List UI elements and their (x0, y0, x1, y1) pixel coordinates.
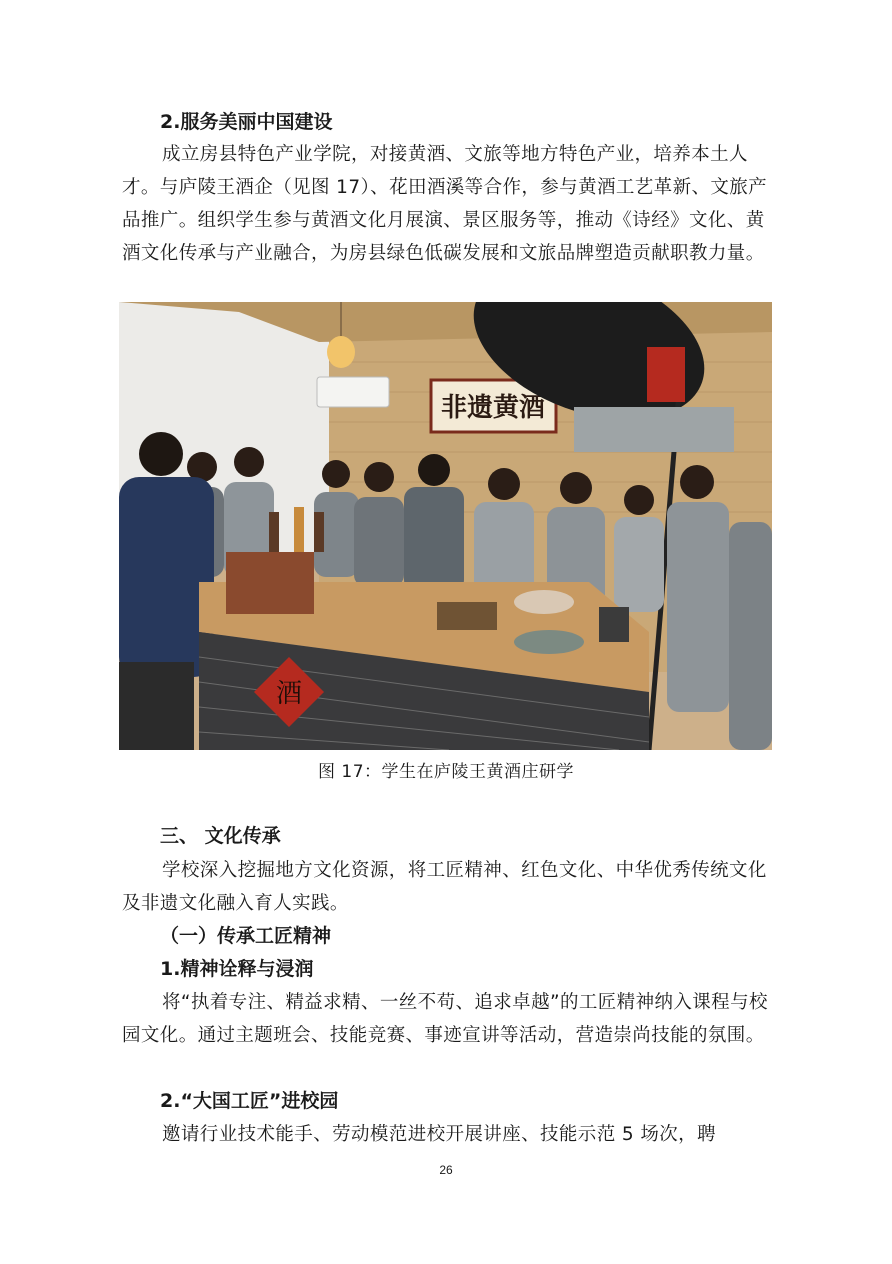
subsubsection-heading: 1.精神诠释与浸润 (160, 958, 314, 980)
section-heading: 2.服务美丽中国建设 (160, 111, 333, 133)
paragraph-text: 学校深入挖掘地方文化资源，将工匠精神、红色文化、中华优秀传统文化及非遗文化融入育人实践。 (122, 860, 767, 914)
figure-caption: 图 17：学生在庐陵王黄酒庄研学 (317, 762, 575, 782)
photo-jiu-text: 酒 (275, 679, 303, 709)
paragraph (122, 854, 772, 920)
paragraph (122, 138, 772, 270)
paragraph-text: 成立房县特色产业学院，对接黄酒、文旅等地方特色产业，培养本土人才。与庐陵王酒企（见图 17）、花田酒溪等合作，参与黄酒工艺革新、文旅产品推广。组织学生参与黄酒文化月展演、景区服务等，推动《诗经》文化、黄酒文化传承与产业融合，为房县绿色低碳发展和文旅品牌塑造贡献职教力量。 (122, 144, 768, 264)
paragraph-text: 将“执着专注、精益求精、一丝不苟、追求卓越”的工匠精神纳入课程与校园文化。通过主题班会、技能竞赛、事迹宣讲等活动，营造崇尚技能的氛围。 (122, 992, 768, 1046)
subsubsection-heading: 2.“大国工匠”进校园 (160, 1090, 339, 1112)
paragraph (122, 986, 772, 1052)
paragraph (122, 1118, 772, 1151)
paragraph-text: 邀请行业技术能手、劳动模范进校开展讲座、技能示范 5 场次，聘 (162, 1124, 716, 1145)
photo-sign-text: 非遗黄酒 (440, 393, 546, 423)
chapter-heading: 三、 文化传承 (160, 825, 281, 847)
page-number: 26 (439, 1163, 453, 1177)
figure-photo (119, 302, 772, 750)
subsection-heading: （一）传承工匠精神 (160, 925, 332, 947)
